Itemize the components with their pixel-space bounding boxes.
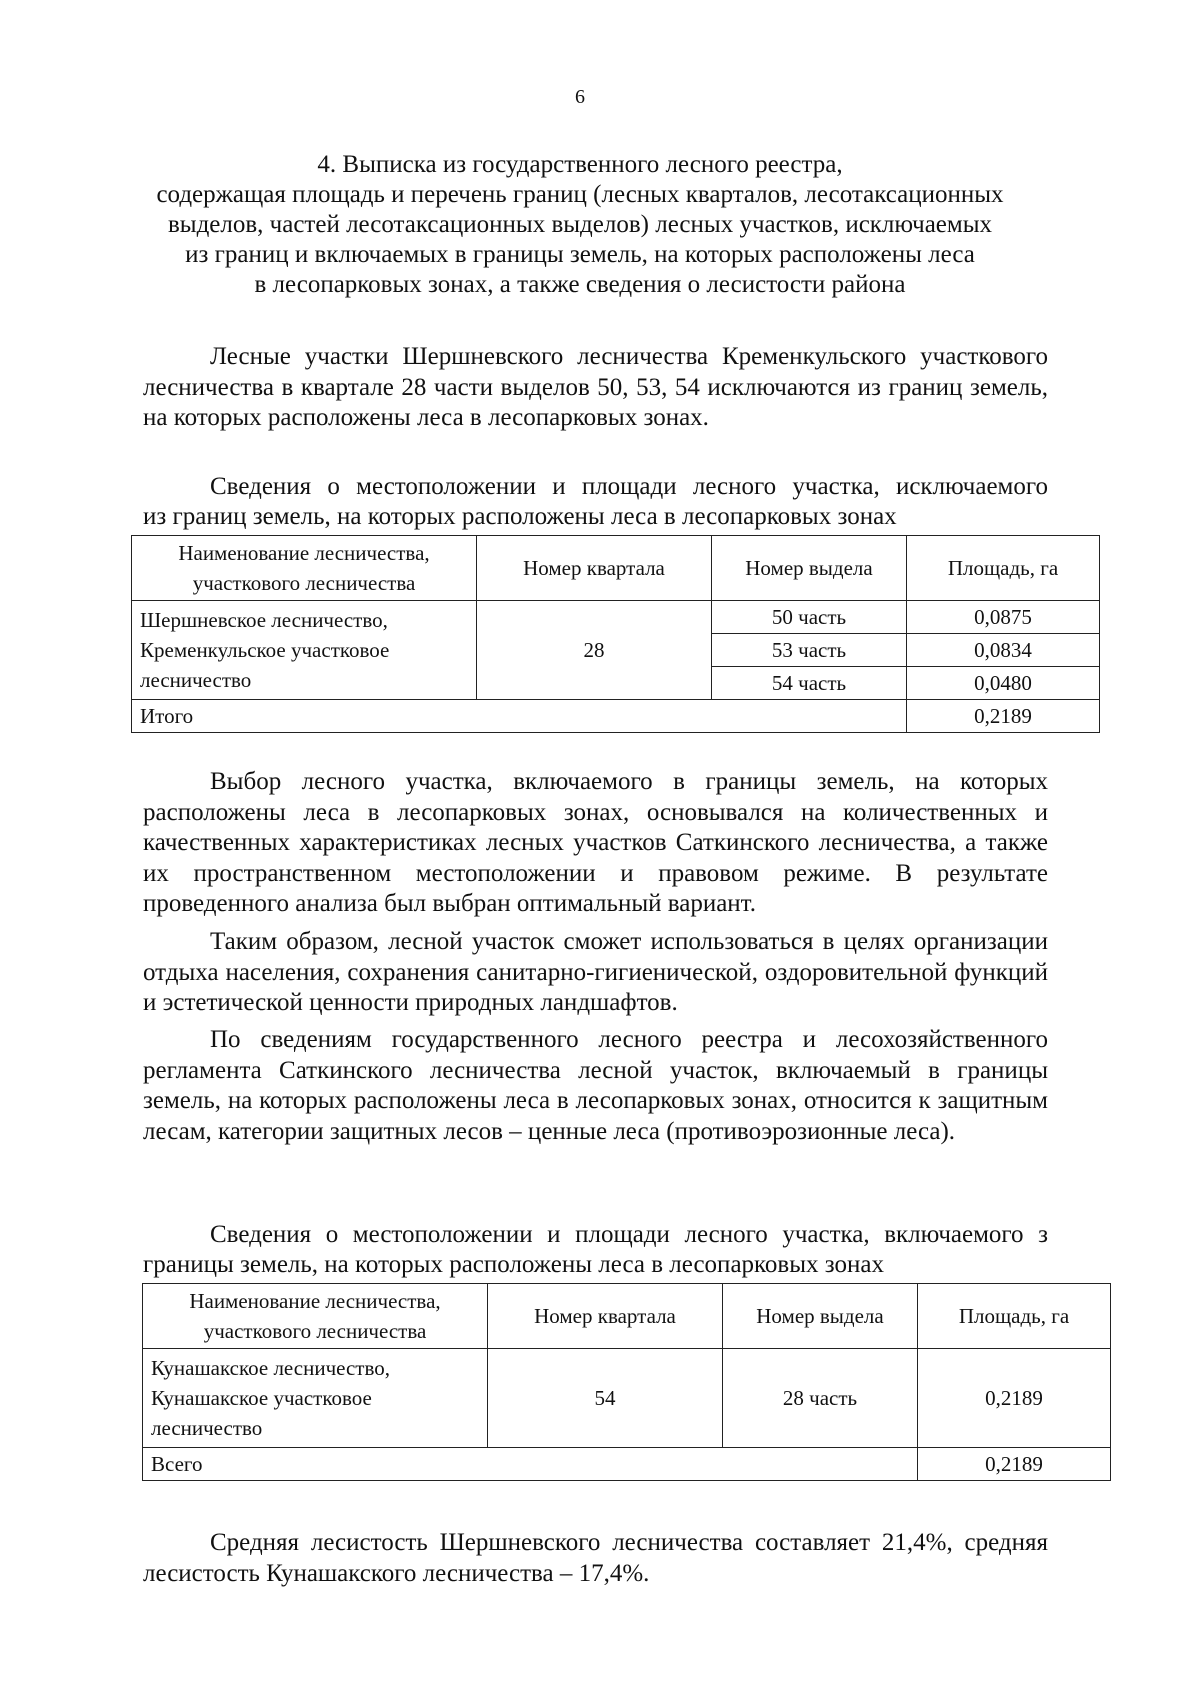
area-cell: 0,0834 (907, 634, 1100, 667)
section-heading (130, 150, 1030, 300)
table2-caption-line: границы земель, на которых расположены леса в лесопарковых зонах (143, 1251, 884, 1278)
table-total-row (132, 700, 1100, 733)
excluded-plots-paragraph: Лесные участки Шершневского лесничества Кременкульского участкового лесничества в квартале 28 части выделов 50, 53, 54 исключаются из границ земель, на которых расположены леса в лесопарковых зонах. (143, 343, 1048, 431)
header-allotment: Номер выдела (723, 1284, 918, 1349)
purpose-paragraph: Таким образом, лесной участок сможет использоваться в целях организации отдыха населения, сохранения санитарно-гигиенической, оздоровительной функций и эстетической ценности природных ландшафтов. (143, 928, 1048, 1016)
forestry-name-cell: Кунашакское лесничество, Кунашакское участковое лесничество (143, 1349, 488, 1448)
table-header-row (132, 536, 1100, 601)
table-row (132, 601, 1100, 634)
heading-line: выделов, частей лесотаксационных выделов) лесных участков, исключаемых (167, 211, 993, 238)
heading-line: в лесопарковых зонах, а также сведения о лесистости района (254, 271, 906, 298)
heading-line: содержащая площадь и перечень границ (лесных кварталов, лесотаксационных (156, 181, 1004, 208)
area-cell: 0,0480 (907, 667, 1100, 700)
heading-line: из границ и включаемых в границы земель, на которых расположены леса (185, 241, 975, 268)
table1-caption-line: из границ земель, на которых расположены леса в лесопарковых зонах (143, 503, 897, 530)
header-area: Площадь, га (918, 1284, 1111, 1349)
table-total-row (143, 1448, 1111, 1481)
table-row (143, 1349, 1111, 1448)
header-quarter: Номер квартала (477, 536, 712, 601)
heading-line: 4. Выписка из государственного лесного реестра, (317, 151, 843, 178)
selection-paragraph: Выбор лесного участка, включаемого в границы земель, на которых расположены леса в лесопарковых зонах, основывался на количественных и качественных характеристиках лесных участков Саткинского лесничества, а также их пространственном местоположении и правовом режиме. В результате проведенного анализа был выбран оптимальный вариант. (143, 768, 1048, 917)
total-label: Итого (132, 700, 907, 733)
quarter-cell: 54 (488, 1349, 723, 1448)
table-header-row (143, 1284, 1111, 1349)
registry-paragraph: По сведениям государственного лесного реестра и лесохозяйственного регламента Саткинского лесничества лесной участок, включаемый в границы земель, на которых расположены леса в лесопарковых зонах, относится к защитным лесам, категории защитных лесов – ценные леса (противоэрозионные леса). (143, 1026, 1048, 1145)
header-forestry: Наименование лесничества, участкового лесничества (132, 536, 477, 601)
total-area: 0,2189 (918, 1448, 1111, 1481)
excluded-plot-table (131, 535, 1100, 733)
table2-caption-line: Сведения о местоположении и площади лесного участка, включаемого з (210, 1221, 1048, 1248)
header-forestry: Наименование лесничества, участкового лесничества (143, 1284, 488, 1349)
allotment-cell: 53 часть (712, 634, 907, 667)
area-cell: 0,0875 (907, 601, 1100, 634)
header-allotment: Номер выдела (712, 536, 907, 601)
allotment-cell: 50 часть (712, 601, 907, 634)
page-number: 6 (575, 86, 585, 108)
included-plot-table (142, 1283, 1111, 1481)
total-label: Всего (143, 1448, 918, 1481)
forest-cover-paragraph: Средняя лесистость Шершневского лесничества составляет 21,4%, средняя лесистость Кунашакского лесничества – 17,4%. (143, 1529, 1048, 1587)
table2-caption (143, 1220, 1048, 1280)
header-area: Площадь, га (907, 536, 1100, 601)
quarter-cell: 28 (477, 601, 712, 700)
total-area: 0,2189 (907, 700, 1100, 733)
area-cell: 0,2189 (918, 1349, 1111, 1448)
header-quarter: Номер квартала (488, 1284, 723, 1349)
table1-caption (143, 472, 1048, 532)
table1-caption-line: Сведения о местоположении и площади лесного участка, исключаемого (210, 473, 1048, 500)
allotment-cell: 28 часть (723, 1349, 918, 1448)
allotment-cell: 54 часть (712, 667, 907, 700)
forestry-name-cell: Шершневское лесничество, Кременкульское участковое лесничество (132, 601, 477, 700)
